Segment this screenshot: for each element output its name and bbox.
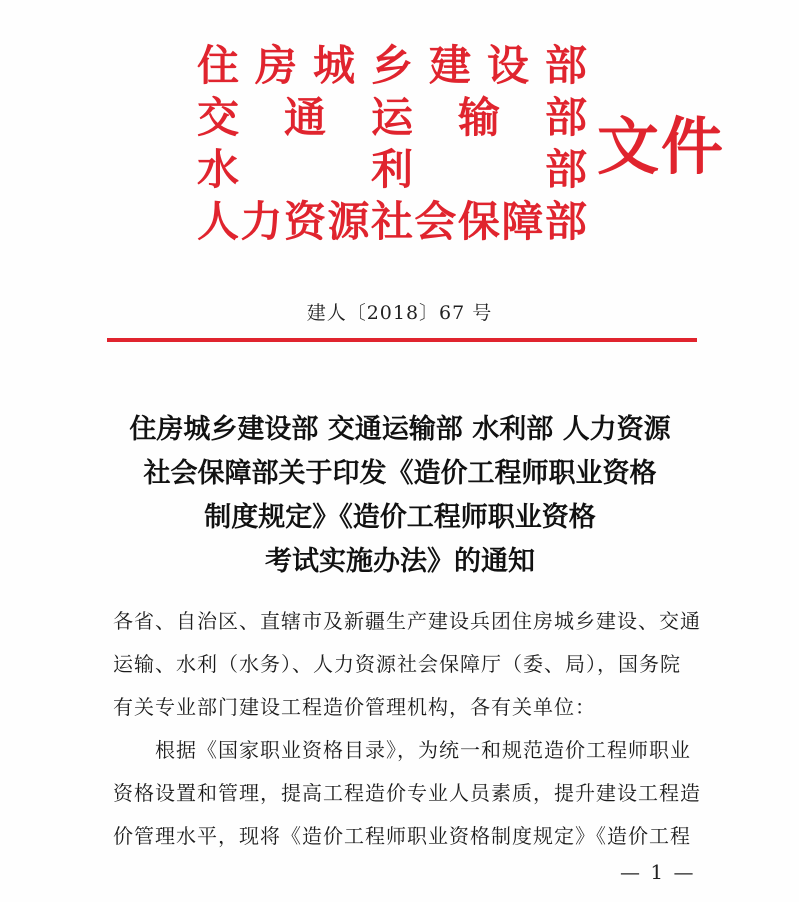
issuer-char: 建 <box>428 41 471 90</box>
document-body <box>113 600 713 858</box>
issuer-char: 利 <box>370 145 413 194</box>
document-type-label: 文件 <box>597 110 726 183</box>
issuer-line-3 <box>197 144 587 196</box>
issuer-line-4 <box>197 196 587 248</box>
issuer-char: 资 <box>283 197 326 246</box>
issuer-char: 城 <box>312 41 355 90</box>
document-number: 建人〔2018〕67 号 <box>306 302 493 324</box>
issuer-char: 水 <box>197 145 240 194</box>
title-line: 住房城乡建设部 交通运输部 水利部 人力资源 <box>129 414 671 445</box>
issuer-char: 源 <box>327 197 370 246</box>
page-number: — 1 — <box>620 860 696 884</box>
title-line: 制度规定》《造价工程师职业资格 <box>204 502 596 533</box>
issuer-char: 保 <box>457 197 500 246</box>
issuer-char: 部 <box>544 197 587 246</box>
document-title <box>100 408 700 584</box>
title-line: 考试实施办法》的通知 <box>265 546 535 577</box>
issuer-char: 部 <box>544 93 587 142</box>
issuer-char: 运 <box>370 93 413 142</box>
body-line: 运输、水利（水务）、人力资源社会保障厅（委、局），国务院 <box>113 652 681 676</box>
issuer-char: 通 <box>283 93 326 142</box>
issuer-char: 力 <box>240 197 283 246</box>
issuer-header <box>197 40 587 248</box>
body-line: 价管理水平，现将《造价工程师职业资格制度规定》《造价工程 <box>113 824 691 848</box>
body-line: 各省、自治区、直辖市及新疆生产建设兵团住房城乡建设、交通 <box>113 609 701 633</box>
issuer-char: 人 <box>197 197 240 246</box>
issuer-char: 部 <box>544 145 587 194</box>
issuer-line-2 <box>197 92 587 144</box>
issuer-char: 设 <box>486 41 529 90</box>
issuer-char: 社 <box>370 197 413 246</box>
issuer-char: 部 <box>544 41 587 90</box>
body-line: 资格设置和管理，提高工程造价专业人员素质，提升建设工程造 <box>113 781 701 805</box>
body-line: 根据《国家职业资格目录》，为统一和规范造价工程师职业 <box>155 738 691 762</box>
issuer-char: 会 <box>414 197 457 246</box>
issuer-char: 乡 <box>370 41 413 90</box>
issuer-char: 住 <box>197 41 240 90</box>
issuer-char: 障 <box>501 197 544 246</box>
issuer-char: 交 <box>197 93 240 142</box>
body-line: 有关专业部门建设工程造价管理机构，各有关单位： <box>113 695 596 719</box>
red-divider-line <box>107 338 697 342</box>
title-line: 社会保障部关于印发《造价工程师职业资格 <box>143 458 657 489</box>
issuer-line-1 <box>197 40 587 92</box>
issuer-char: 输 <box>457 93 500 142</box>
issuer-char: 房 <box>254 41 297 90</box>
